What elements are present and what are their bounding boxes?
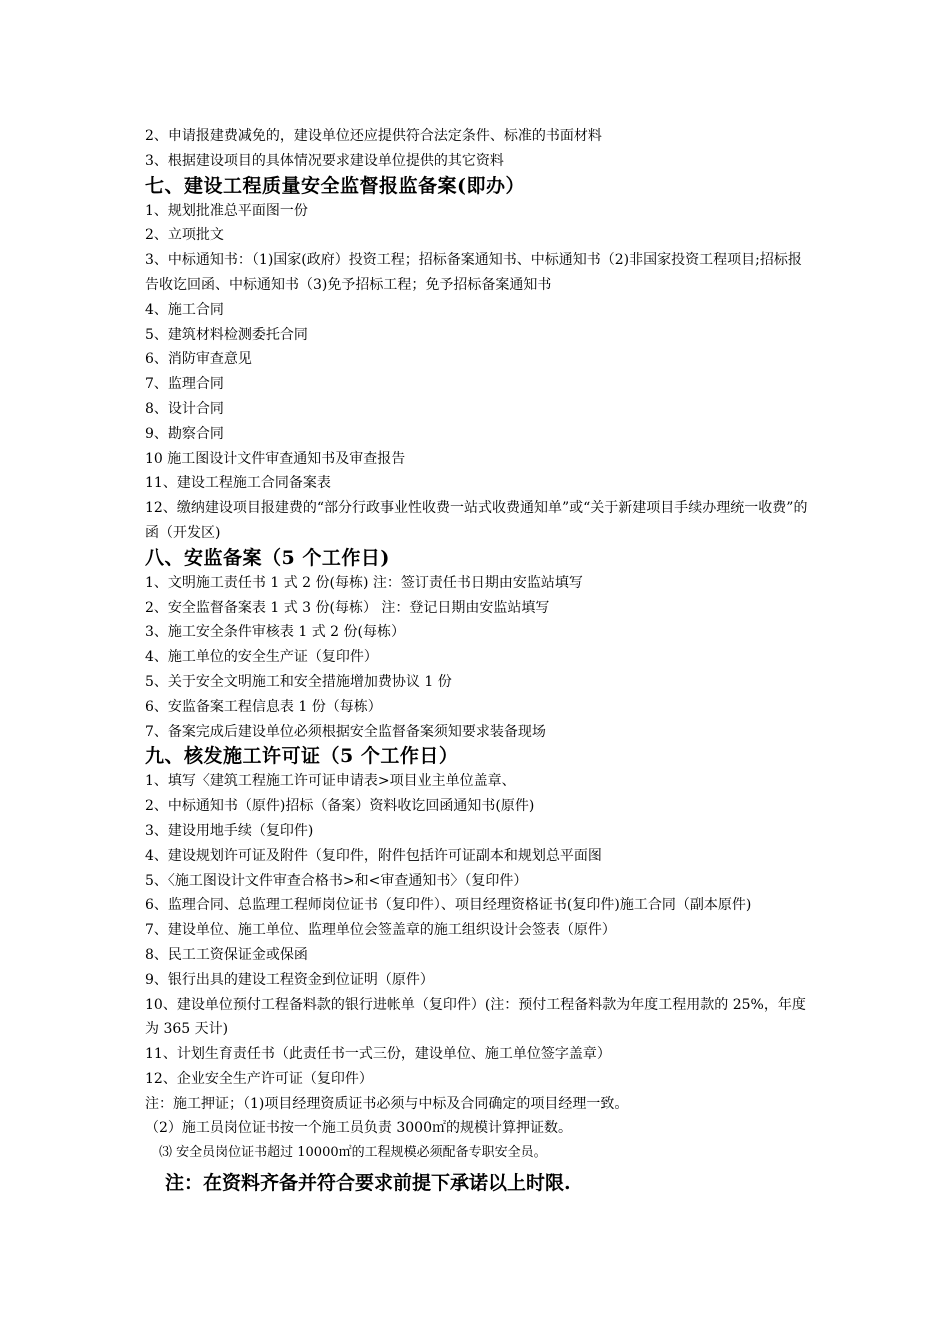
document-body [145,124,810,1198]
section-7-item: 1、规划批准总平面图一份 [145,202,308,219]
section-7-item: 12、缴纳建设项目报建费的“部分行政事业性收费一站式收费通知单”或“关于新建项目手续办理统一收费”的函（开发区) [145,500,808,541]
section-9-item: 4、建设规划许可证及附件（复印件，附件包括许可证副本和规划总平面图 [145,847,602,864]
note-line-3: ⑶ 安全员岗位证书超过 10000㎡的工程规模必须配备专职安全员。 [159,1145,547,1161]
section-9-item: 9、银行出具的建设工程资金到位证明（原件） [145,971,434,988]
section-8-heading: 八、安监备案（5 个工作日) [145,546,390,569]
section-7-heading: 七、建设工程质量安全监督报监备案(即办） [145,174,525,197]
note-line-1: 注：施工押证；（1)项目经理资质证书必须与中标及合同确定的项目经理一致。 [145,1095,629,1112]
section-9-item: 5、〈施工图设计文件审查合格书>和<审查通知书〉（复印件） [145,872,528,889]
section-8-item: 1、文明施工责任书 1 式 2 份(每栋) 注：签订责任书日期由安监站填写 [145,574,583,591]
section-9-item: 8、民工工资保证金或保函 [145,946,308,963]
section-7-item: 7、监理合同 [145,376,224,393]
section-9-item: 1、填写〈建筑工程施工许可证申请表>项目业主单位盖章、 [145,773,516,790]
section-7-item: 4、施工合同 [145,301,224,318]
section-9-item: 10、建设单位预付工程备料款的银行进帐单（复印件）(注：预付工程备料款为年度工程用款的 25%，年度为 365 天计) [145,996,806,1038]
section-7-item: 11、建设工程施工合同备案表 [145,475,331,492]
section-8-item: 2、安全监督备案表 1 式 3 份(每栋） 注：登记日期由安监站填写 [145,599,550,616]
section-9-heading: 九、核发施工许可证（5 个工作日） [145,745,459,768]
section-7-item: 9、勘察合同 [145,425,224,442]
section-9-item: 7、建设单位、施工单位、监理单位会签盖章的施工组织设计会签表（原件） [145,922,616,939]
section-9-item: 11、计划生育责任书（此责任书一式三份，建设单位、施工单位签字盖章） [145,1046,611,1063]
note-line-2: （2）施工员岗位证书按一个施工员负责 3000㎡的规模计算押证数。 [145,1120,572,1137]
final-note: 注：在资料齐备并符合要求前提下承诺以上时限. [165,1172,571,1195]
section-7-item: 8、设计合同 [145,400,224,417]
intro-item-3: 3、根据建设项目的具体情况要求建设单位提供的其它资料 [145,152,504,169]
section-7-item: 3、中标通知书：（1)国家(政府）投资工程；招标备案通知书、中标通知书（2)非国家投资工程项目;招标报告收讫回函、中标通知书（3)免予招标工程；免予招标备案通知书 [145,252,802,293]
section-9-item: 12、企业安全生产许可证（复印件） [145,1070,373,1087]
section-8-item: 7、备案完成后建设单位必须根据安全监督备案须知要求装备现场 [145,723,546,740]
section-8-item: 3、施工安全条件审核表 1 式 2 份(每栋） [145,624,405,641]
section-7-item: 6、消防审查意见 [145,351,252,368]
section-7-item: 2、立项批文 [145,227,224,244]
section-7-item: 10 施工图设计文件审查通知书及审查报告 [145,450,406,467]
section-8-item: 4、施工单位的安全生产证（复印件） [145,649,378,666]
intro-item-2: 2、申请报建费减免的，建设单位还应提供符合法定条件、标准的书面材料 [145,128,602,144]
section-9-item: 3、建设用地手续（复印件) [145,822,314,839]
section-8-item: 6、安监备案工程信息表 1 份（每栋） [145,698,382,715]
section-9-item: 2、中标通知书（原件)招标（备案）资料收讫回函通知书(原件) [145,798,535,815]
section-8-item: 5、关于安全文明施工和安全措施增加费协议 1 份 [145,673,452,690]
section-9-item: 6、监理合同、总监理工程师岗位证书（复印件）、项目经理资格证书(复印件)施工合同（副本原件) [145,897,752,914]
section-7-item: 5、建筑材料检测委托合同 [145,326,308,343]
